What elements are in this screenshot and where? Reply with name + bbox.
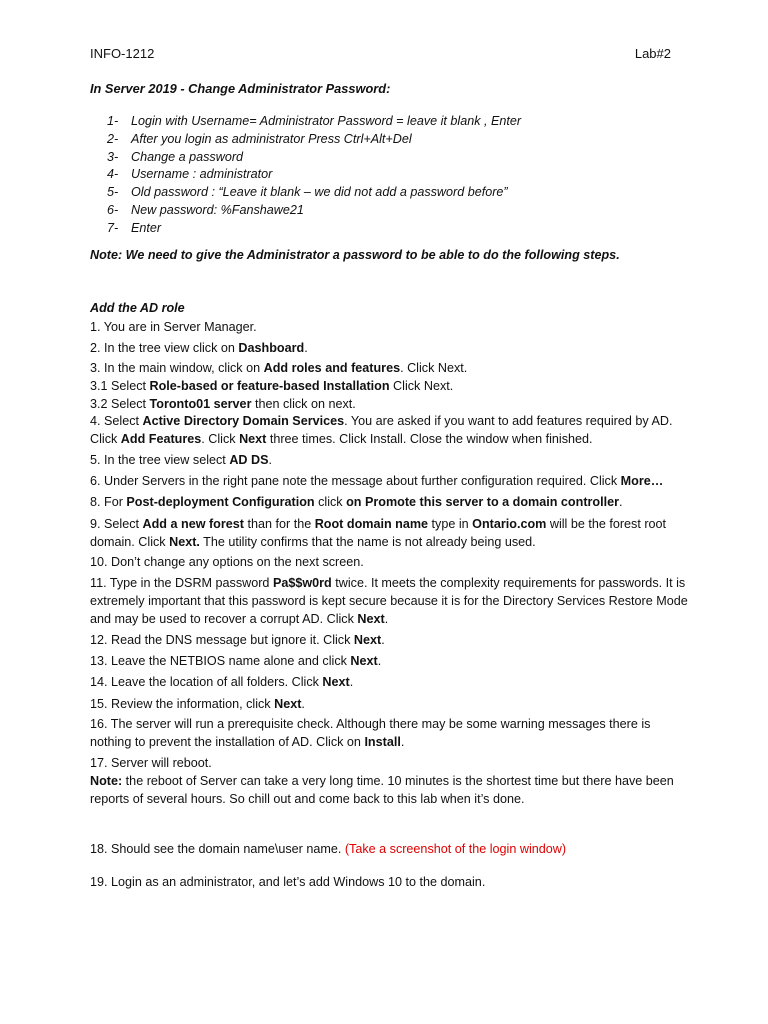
list-item: 7- Enter (107, 220, 162, 235)
step-15: 15. Review the information, click Next. (90, 697, 305, 711)
step-3: 3. In the main window, click on Add roles and features. Click Next. (90, 361, 468, 375)
step-2: 2. In the tree view click on Dashboard. (90, 341, 308, 355)
step-18: 18. Should see the domain name\user name. (Take a screenshot of the login window) (90, 842, 567, 856)
step-13: 13. Leave the NETBIOS name alone and click Next. (90, 654, 382, 668)
list-item: 1- Login with Username= Administrator Password = leave it blank , Enter (107, 114, 522, 128)
note-password-required: Note: We need to give the Administrator a password to be able to do the following steps. (90, 248, 620, 262)
step-5: 5. In the tree view select AD DS. (90, 453, 272, 467)
step-11: 11. Type in the DSRM password Pa$$w0rd twice. It meets the complexity requirements for passwords. It is extremely important that this password is kept secure because it is for the Directory Services Restore Mode and may be used to recover a corrupt AD. Click Next. (90, 576, 688, 626)
section-title-change-password: In Server 2019 - Change Administrator Password: (90, 81, 391, 96)
lab-number: Lab#2 (634, 46, 671, 61)
step-3-1: 3.1 Select Role-based or feature-based Installation Click Next. (90, 379, 454, 393)
step-4: 4. Select Active Directory Domain Services. You are asked if you want to add features required by AD. Click Add Features. Click Next three times. Click Install. Close the window when finished. (90, 414, 673, 446)
list-item: 5- Old password : “Leave it blank – we did not add a password before” (107, 185, 508, 200)
list-item: 2- After you login as administrator Press Ctrl+Alt+Del (107, 131, 412, 146)
list-item: 4- Username : administrator (107, 167, 273, 182)
step-8: 8. For Post-deployment Configuration click on Promote this server to a domain controller. (90, 495, 623, 509)
step-12: 12. Read the DNS message but ignore it. Click Next. (90, 633, 385, 647)
step-19: 19. Login as an administrator, and let’s add Windows 10 to the domain. (90, 875, 486, 889)
note-reboot: Note: the reboot of Server can take a very long time. 10 minutes is the shortest time but there have been reports of several hours. So chill out and come back to this lab when it’s done. (90, 774, 674, 806)
step-1: 1. You are in Server Manager. (90, 320, 257, 334)
screenshot-instruction: (Take a screenshot of the login window) (344, 842, 567, 856)
step-14: 14. Leave the location of all folders. Click Next. (90, 675, 354, 689)
password-steps-list (107, 113, 521, 238)
step-3-2: 3.2 Select Toronto01 server then click on next. (90, 397, 356, 411)
course-code: INFO-1212 (90, 46, 155, 61)
step-10: 10. Don’t change any options on the next screen. (90, 555, 364, 569)
step-6: 6. Under Servers in the right pane note the message about further configuration required. Click More… (90, 474, 664, 488)
list-item: 6- New password: %Fanshawe21 (107, 202, 304, 217)
list-item: 3- Change a password (107, 149, 244, 164)
step-17: 17. Server will reboot. (90, 756, 212, 770)
step-16: 16. The server will run a prerequisite check. Although there may be some warning messages there is nothing to prevent the installation of AD. Click on Install. (90, 717, 651, 749)
section-title-add-ad-role: Add the AD role (90, 301, 185, 315)
step-9: 9. Select Add a new forest than for the Root domain name type in Ontario.com will be the forest root domain. Click Next. The utility confirms that the name is not already being used. (90, 517, 667, 549)
